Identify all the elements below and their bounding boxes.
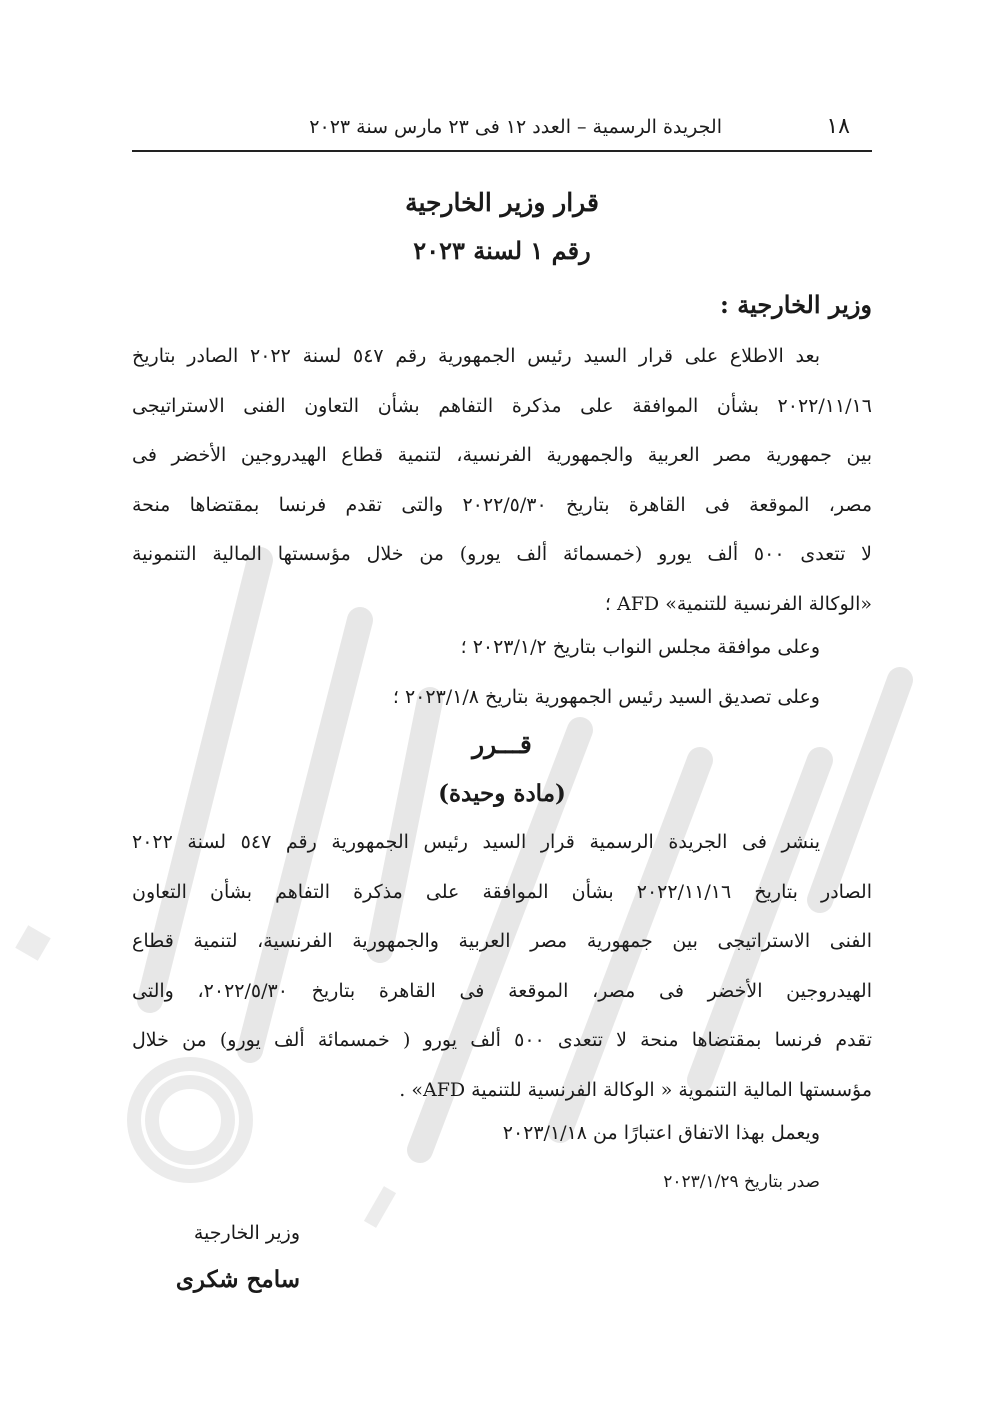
preamble-line: مصر، الموقعة فى القاهرة بتاريخ ٢٠٢٢/٥/٣٠ والتى تقدم فرنسا بمقتضاها منحة — [132, 493, 873, 516]
article-line: مؤسستها المالية التنموية « الوكالة الفرنسية للتنمية AFD» . — [399, 1078, 872, 1101]
preamble-paragraph — [132, 332, 872, 629]
addressee: وزير الخارجية : — [720, 290, 872, 319]
issue-date: صدر بتاريخ ٢٠٢٣/١/٢٩ — [663, 1172, 820, 1192]
decree-number: رقم ١ لسنة ٢٠٢٣ — [413, 236, 591, 265]
article-line: الهيدروجين الأخضر فى مصر، الموقعة فى القاهرة بتاريخ ٢٠٢٢/٥/٣٠، والتى — [132, 979, 872, 1002]
gazette-page — [132, 0, 872, 1417]
article-line: تقدم فرنسا بمقتضاها منحة لا تتعدى ٥٠٠ ألف يورو ( خمسمائة ألف يورو) من خلال — [132, 1029, 872, 1051]
preamble-line: ٢٠٢٢/١١/١٦ بشأن الموافقة على مذكرة التفاهم بشأن التعاون الفنى الاستراتيجى — [132, 394, 872, 417]
preamble-line: «الوكالة الفرنسية للتنمية» AFD ؛ — [604, 592, 872, 615]
decree-title: قرار وزير الخارجية — [405, 188, 599, 217]
effective-date: ويعمل بهذا الاتفاق اعتبارًا من ٢٠٢٣/١/١٨ — [502, 1122, 820, 1144]
gazette-issue-title: الجريدة الرسمية – العدد ١٢ فى ٢٣ مارس سنة ٢٠٢٣ — [309, 116, 722, 138]
article-line: الصادر بتاريخ ٢٠٢٢/١١/١٦ بشأن الموافقة على مذكرة التفاهم بشأن التعاون — [132, 880, 872, 903]
running-header — [132, 110, 872, 152]
signatory-name: سامح شكرى — [175, 1266, 300, 1293]
article-heading: (مادة وحيدة) — [438, 780, 566, 807]
preamble-line: بين جمهورية مصر العربية والجمهورية الفرنسية، لتنمية قطاع الهيدروجين الأخضر فى — [132, 444, 872, 466]
parliament-approval: وعلى موافقة مجلس النواب بتاريخ ٢٠٢٣/١/٢ ؛ — [460, 636, 820, 658]
article-line: الفنى الاستراتيجى بين جمهورية مصر العربية والجمهورية الفرنسية، لتنمية قطاع — [132, 930, 872, 952]
signatory-title: وزير الخارجية — [193, 1222, 300, 1244]
decides-heading: قـــرر — [472, 730, 532, 759]
article-line: ينشر فى الجريدة الرسمية قرار السيد رئيس الجمهورية رقم ٥٤٧ لسنة ٢٠٢٢ — [132, 831, 820, 853]
page-number: ١٨ — [826, 114, 850, 139]
preamble-line: لا تتعدى ٥٠٠ ألف يورو (خمسمائة ألف يورو) من خلال مؤسستها المالية التنمونية — [132, 543, 872, 565]
preamble-line: بعد الاطلاع على قرار السيد رئيس الجمهورية رقم ٥٤٧ لسنة ٢٠٢٢ الصادر بتاريخ — [132, 345, 820, 367]
president-ratification: وعلى تصديق السيد رئيس الجمهورية بتاريخ ٢٠٢٣/١/٨ ؛ — [392, 686, 820, 708]
article-paragraph — [132, 818, 872, 1115]
